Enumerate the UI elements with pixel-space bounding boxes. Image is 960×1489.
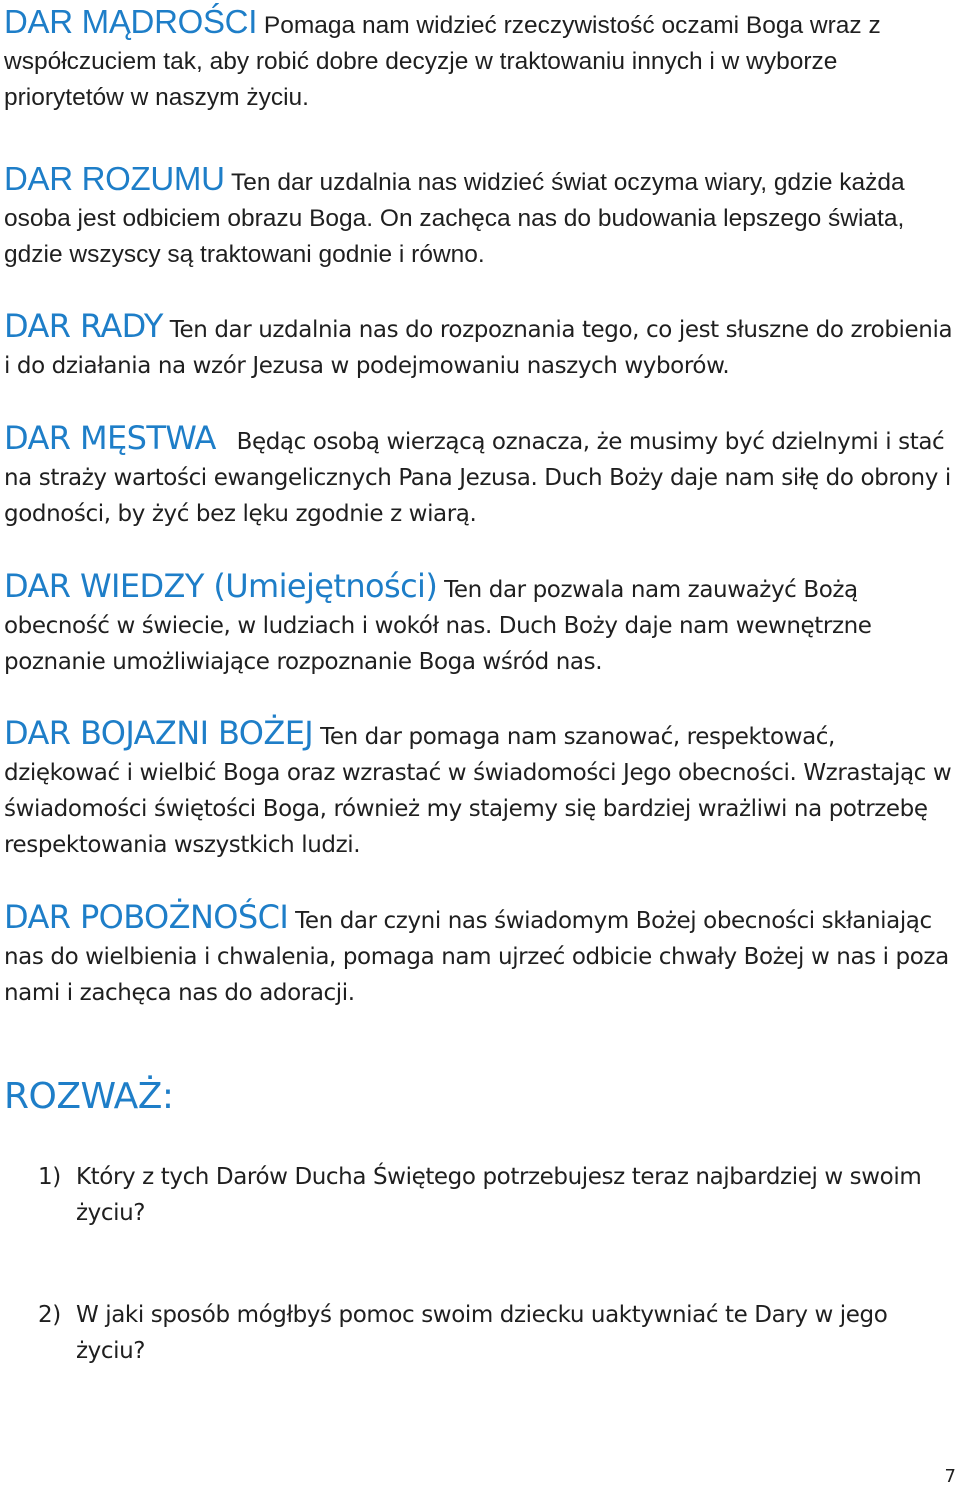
question-text: Który z tych Darów Ducha Świętego potrzebujesz teraz najbardziej w swoim życiu? <box>76 1164 922 1226</box>
gift-heading: DAR POBOŻNOŚCI <box>4 898 289 936</box>
reflect-title: ROZWAŻ: <box>4 1076 174 1117</box>
gift-fear-of-god <box>4 715 956 863</box>
gift-description: Ten dar pomaga nam szanować, respektować, dziękować i wielbić Boga oraz wzrastać w świadomości Jego obecności. Wzrastając w świadomości świętości Boga, również my stajemy się bardziej wrażliwi na potrzebę respektowania wszystkich ludzi. <box>4 724 952 858</box>
gift-description: Pomaga nam widzieć rzeczywistość oczami Boga wraz z współczuciem tak, aby robić dobre decyzje w traktowaniu innych i w wyborze priorytetów w naszym życiu. <box>4 12 881 111</box>
question-1 <box>38 1159 938 1231</box>
question-text: W jaki sposób mógłbyś pomoc swoim dziecku uaktywniać te Dary w jego życiu? <box>76 1302 888 1364</box>
gift-heading: DAR BOJAZNI BOŻEJ <box>4 714 314 752</box>
question-number: 1) <box>38 1164 61 1190</box>
gift-heading: DAR MĘSTWA <box>4 419 216 457</box>
gift-heading: DAR ROZUMU <box>4 160 225 197</box>
gift-understanding <box>4 161 956 273</box>
gift-heading: DAR WIEDZY (Umiejętności) <box>4 567 438 605</box>
gift-description: Ten dar pozwala nam zauważyć Bożą obecność w świecie, w ludziach i wokół nas. Duch Boży daje nam wewnętrzne poznanie umożliwiające rozpoznanie Boga wśród nas. <box>4 577 872 675</box>
gift-description: Ten dar uzdalnia nas do rozpoznania tego, co jest słuszne do zrobienia i do działania na wzór Jezusa w podejmowaniu naszych wyborów. <box>4 317 953 379</box>
gift-knowledge <box>4 568 956 680</box>
question-2 <box>38 1297 938 1369</box>
gift-counsel <box>4 308 956 384</box>
gift-heading: DAR RADY <box>4 307 163 345</box>
gift-description: Ten dar uzdalnia nas widzieć świat oczyma wiary, gdzie każda osoba jest odbiciem obrazu Boga. On zachęca nas do budowania lepszego świata, gdzie wszyscy są traktowani godnie i równo. <box>4 169 905 268</box>
gift-piety <box>4 899 956 1011</box>
question-number: 2) <box>38 1302 61 1328</box>
gift-fortitude <box>4 420 956 532</box>
gift-description: Będąc osobą wierzącą oznacza, że musimy być dzielnymi i stać na straży wartości ewangelicznych Pana Jezusa. Duch Boży daje nam siłę do obrony i godności, by żyć bez lęku zgodnie z wiarą. <box>4 429 951 527</box>
gift-heading: DAR MĄDROŚCI <box>4 3 258 40</box>
gift-description: Ten dar czyni nas świadomym Bożej obecności skłaniając nas do wielbienia i chwalenia, pomaga nam ujrzeć odbicie chwały Bożej w nas i poza nami i zachęca nas do adoracji. <box>4 908 949 1006</box>
gift-wisdom <box>4 4 956 116</box>
page-number: 7 <box>944 1466 956 1487</box>
